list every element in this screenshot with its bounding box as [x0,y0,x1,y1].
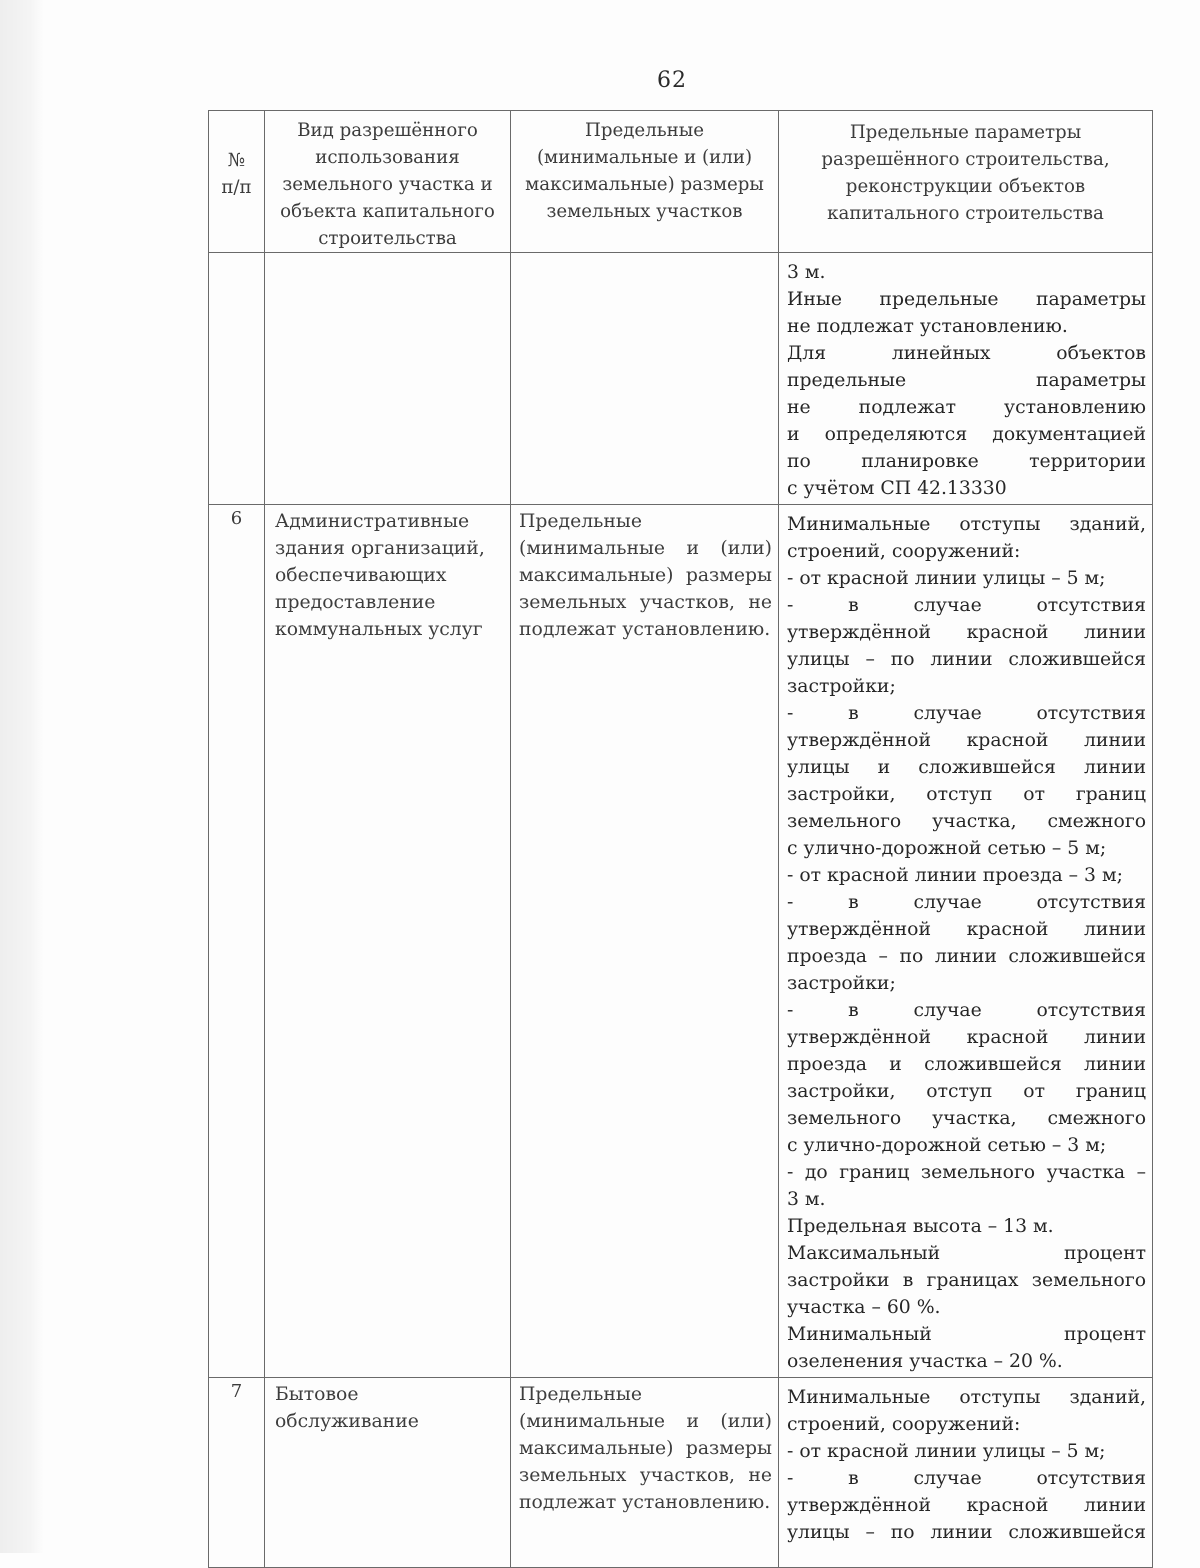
header-usage-line: строительства [318,228,457,249]
plot-sizes-line: (минимальные и (или) [519,1411,772,1432]
scan-left-edge [0,0,44,1553]
header-plot-line: Предельные [584,120,705,141]
construction-params-line: участка – 60 %. [787,1297,941,1318]
construction-params-line: утверждённой красной линии [787,919,1146,940]
plot-sizes-line: максимальные) размеры [519,565,772,586]
header-usage-line: земельного участка и [282,174,493,195]
header-plot-sizes [511,111,779,253]
construction-params-line: застройки в границах земельного [787,1270,1146,1291]
usage-type-line: обслуживание [275,1411,419,1432]
plot-sizes-line: Предельные [519,511,642,532]
row-number-cell [209,1378,265,1568]
plot-sizes-line: (минимальные и (или) [519,538,772,559]
plot-sizes-cell [511,1378,779,1568]
page-number: 62 [657,68,687,93]
zoning-parameters-table [208,110,1153,1568]
construction-params-line: с улично-дорожной сетью – 5 м; [787,838,1107,859]
table-header-row [209,111,1153,253]
usage-type-line: Бытовое [275,1384,359,1405]
header-construction-params [779,111,1153,253]
header-plot-line: (минимальные и (или) [536,147,753,168]
usage-type-cell [265,253,511,505]
construction-params-line: земельного участка, смежного [787,811,1146,832]
construction-params-line: - в случае отсутствия [787,892,1146,913]
header-plot-line: земельных участков [546,201,743,222]
header-number [209,111,265,253]
construction-params-cell [779,253,1153,505]
construction-params-line: - в случае отсутствия [787,1468,1146,1489]
construction-params-line: - от красной линии улицы – 5 м; [787,568,1106,589]
construction-params-line: проезда и сложившейся линии [787,1054,1146,1075]
construction-params-line: улицы – по линии сложившейся [787,649,1146,670]
header-usage-line: объекта капитального [280,201,495,222]
usage-type-cell [265,1378,511,1568]
header-params-line: разрешённого строительства, [821,149,1110,170]
construction-params-line: проезда – по линии сложившейся [787,946,1146,967]
header-number-line: п/п [221,177,252,198]
header-usage-type [265,111,511,253]
construction-params-line: утверждённой красной линии [787,622,1146,643]
plot-sizes-line: подлежат установлению. [519,619,771,640]
usage-type-line: предоставление [275,592,436,613]
construction-params-line: по планировке территории [787,451,1146,472]
construction-params-line: предельные параметры [787,370,1146,391]
construction-params-line: Для линейных объектов [787,343,1146,364]
construction-params-line: застройки, отступ от границ [787,784,1146,805]
table-row [209,505,1153,1378]
construction-params-line: утверждённой красной линии [787,730,1146,751]
construction-params-line: застройки; [787,973,896,994]
plot-sizes-line: подлежат установлению. [519,1492,771,1513]
usage-type-line: здания организаций, [275,538,485,559]
usage-type-line: коммунальных услуг [275,619,483,640]
construction-params-line: строений, сооружений: [787,541,1021,562]
table-row [209,253,1153,505]
usage-type-line: обеспечивающих [275,565,447,586]
header-number-line: № [227,150,246,171]
construction-params-line: земельного участка, смежного [787,1108,1146,1129]
header-params-line: реконструкции объектов [845,176,1086,197]
construction-params-line: строений, сооружений: [787,1414,1021,1435]
construction-params-line: Минимальный процент [787,1324,1146,1345]
row-number: 7 [230,1381,243,1402]
construction-params-cell [779,1378,1153,1568]
construction-params-line: улицы – по линии сложившейся [787,1522,1146,1543]
construction-params-line: улицы и сложившейся линии [787,757,1146,778]
plot-sizes-line: земельных участков, не [519,1465,772,1486]
construction-params-line: утверждённой красной линии [787,1495,1146,1516]
header-usage-line: Вид разрешённого [297,120,478,141]
construction-params-line: Предельная высота – 13 м. [787,1216,1054,1237]
construction-params-line: 3 м. [787,262,826,283]
row-number: 6 [230,508,243,529]
table-row [209,1378,1153,1568]
construction-params-line: с учётом СП 42.13330 [787,478,1007,499]
construction-params-line: не подлежат установлению [787,397,1146,418]
construction-params-line: не подлежат установлению. [787,316,1068,337]
construction-params-line: - в случае отсутствия [787,703,1146,724]
plot-sizes-cell [511,505,779,1378]
construction-params-line: Минимальные отступы зданий, [787,1387,1146,1408]
construction-params-line: и определяются документацией [787,424,1146,445]
construction-params-line: застройки, отступ от границ [787,1081,1146,1102]
plot-sizes-line: земельных участков, не [519,592,772,613]
usage-type-line: Административные [275,511,470,532]
row-number-cell [209,505,265,1378]
construction-params-line: 3 м. [787,1189,826,1210]
construction-params-line: застройки; [787,676,896,697]
construction-params-line: - в случае отсутствия [787,595,1146,616]
construction-params-line: Максимальный процент [787,1243,1146,1264]
header-params-line: Предельные параметры [849,122,1082,143]
header-params-line: капитального строительства [827,203,1104,224]
construction-params-line: Иные предельные параметры [787,289,1146,310]
construction-params-line: - в случае отсутствия [787,1000,1146,1021]
construction-params-line: утверждённой красной линии [787,1027,1146,1048]
construction-params-line: - от красной линии проезда – 3 м; [787,865,1123,886]
plot-sizes-line: Предельные [519,1384,642,1405]
construction-params-line: - до границ земельного участка – [787,1162,1146,1183]
row-number-cell [209,253,265,505]
header-plot-line: максимальные) размеры [525,174,764,195]
construction-params-line: Минимальные отступы зданий, [787,514,1146,535]
plot-sizes-cell [511,253,779,505]
construction-params-line: с улично-дорожной сетью – 3 м; [787,1135,1107,1156]
construction-params-line: озеленения участка – 20 %. [787,1351,1063,1372]
construction-params-cell [779,505,1153,1378]
construction-params-line: - от красной линии улицы – 5 м; [787,1441,1106,1462]
plot-sizes-line: максимальные) размеры [519,1438,772,1459]
usage-type-cell [265,505,511,1378]
header-usage-line: использования [315,147,460,168]
